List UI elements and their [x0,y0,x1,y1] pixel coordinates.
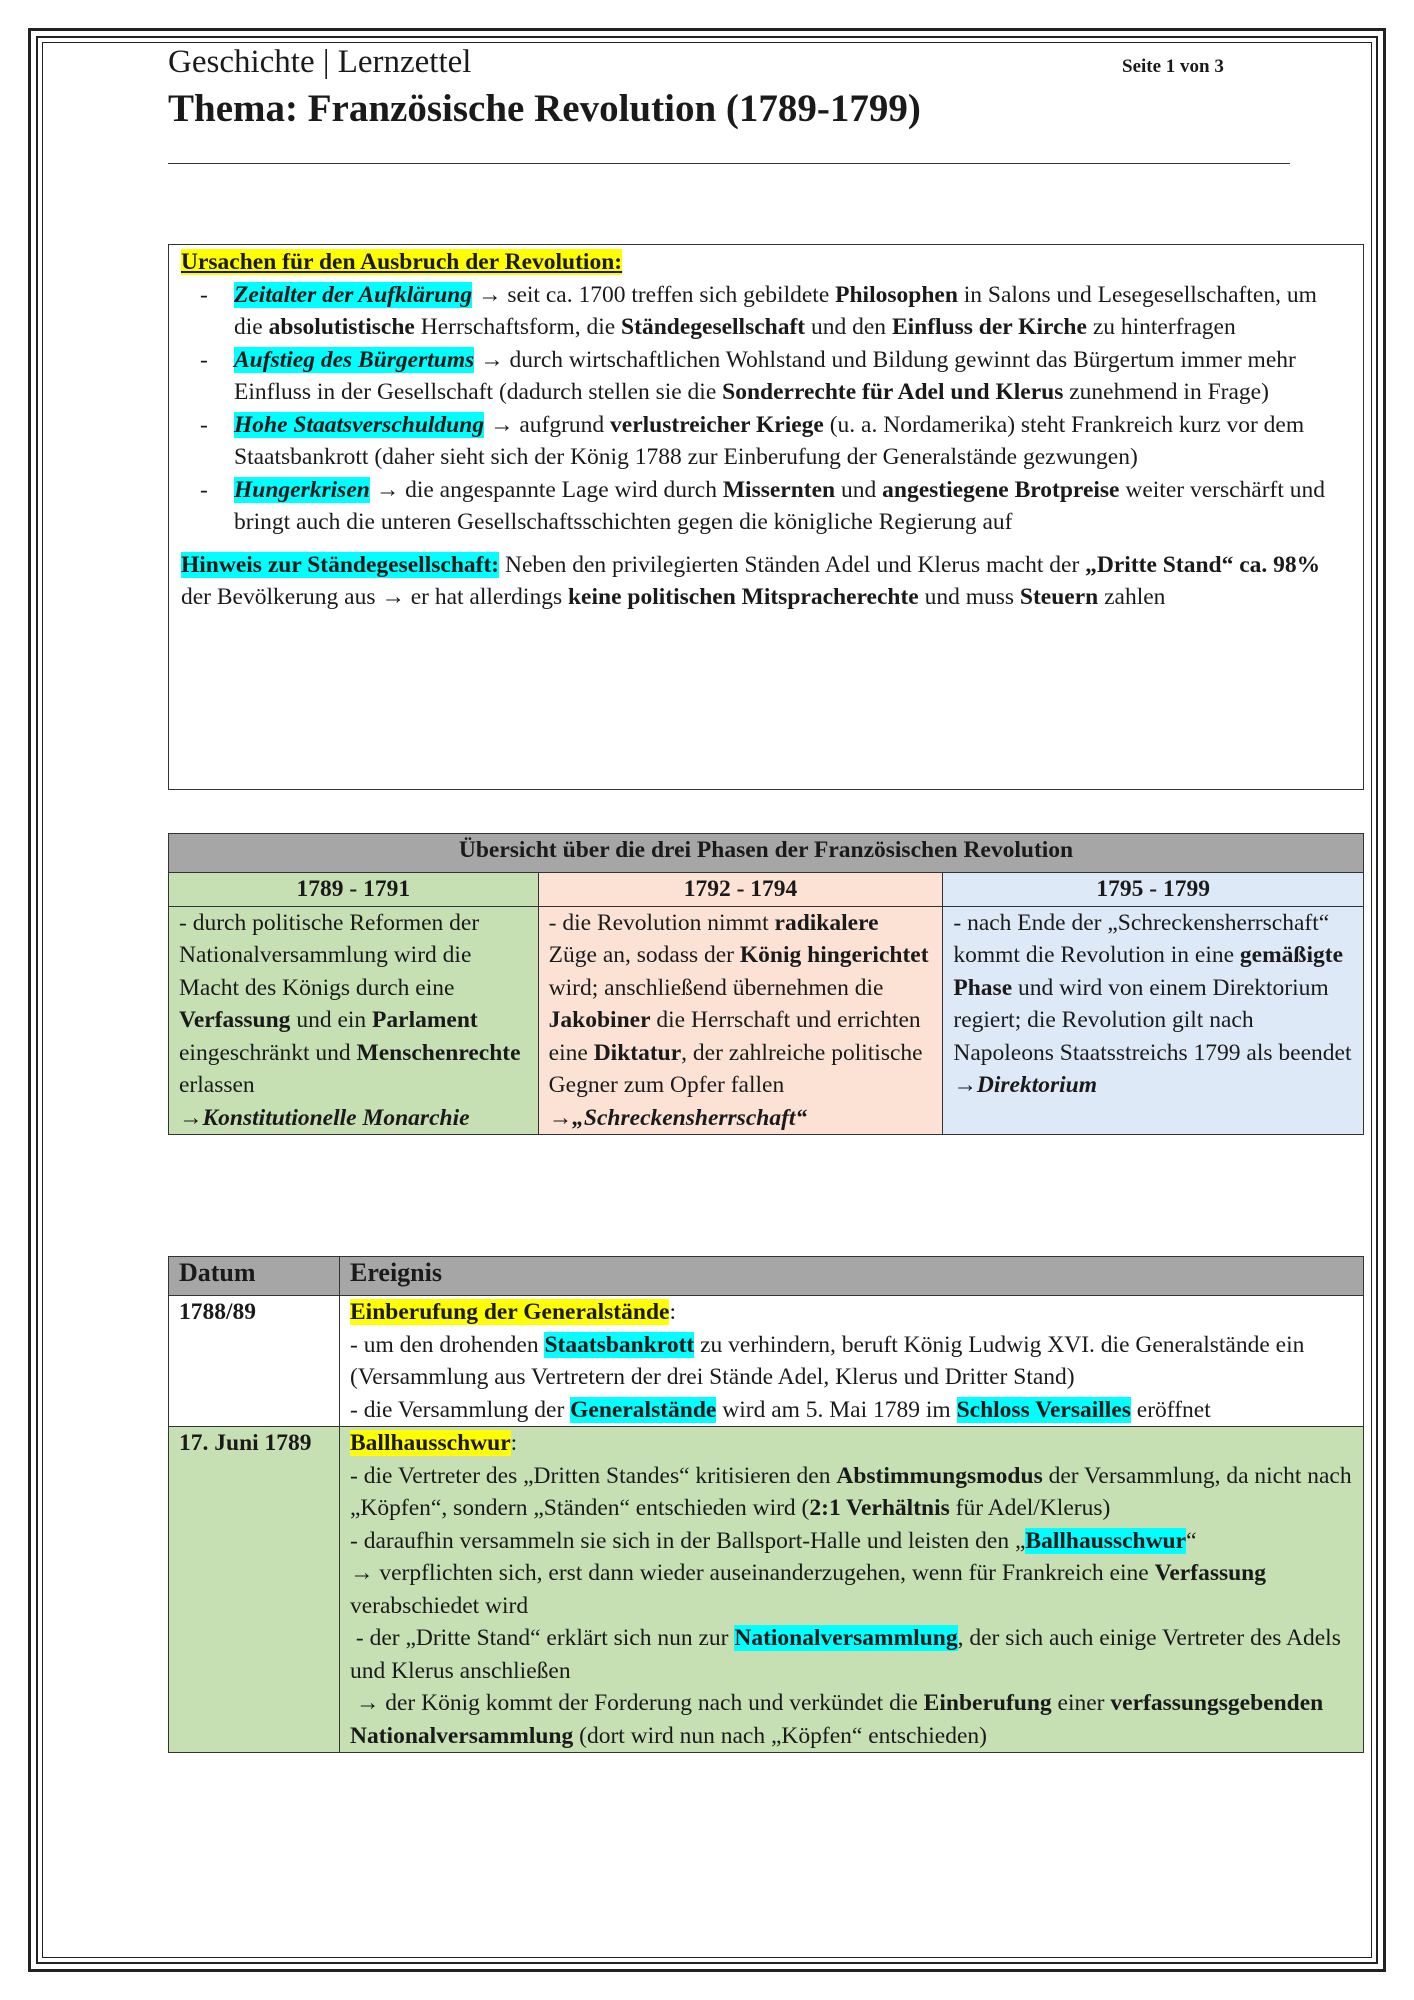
event-description [340,1427,1364,1753]
causes-box [168,244,1364,790]
table-row [169,1427,1364,1753]
phase-result-2: →„Schreckensherrschaft“ [548,1104,808,1131]
header-event: Ereignis [340,1257,1364,1296]
event-date: 1788/89 [169,1296,340,1427]
phase-description-3: - nach Ende der „Schreckensherrschaft“ kommt die Revolution in eine gemäßigte Phase und wird von einem Direktorium regiert; die Revolution gilt nach Napoleons Staatsstreichs 1799 als beendet →Direktorium [943,906,1364,1135]
event-description [340,1296,1364,1427]
phase-years-3: 1795 - 1799 [943,873,1364,907]
page-title: Thema: Französische Revolution (1789-1799) [168,87,921,130]
events-table [168,1256,1364,1753]
phases-table [168,833,1364,1135]
event-point: - der „Dritte Stand“ erklärt sich nun zur Nationalversammlung, der sich auch einige Vertreter des Adels und Klerus anschließen [350,1625,1347,1684]
event-point: - die Versammlung der Generalstände wird am 5. Mai 1789 im Schloss Versailles eröffnet [350,1396,1211,1423]
cause-item-enlightenment: - Zeitalter der Aufklärung → seit ca. 1700 treffen sich gebildete Philosophen in Salons und Lesegesellschaften, um die absolutistische Herrschaftsform, die Ständegesellschaft und den Einfluss der Kirche zu hinterfragen [200,281,1317,340]
subject-line: Geschichte | Lernzettel [168,44,472,80]
event-point: - die Vertreter des „Dritten Standes“ kritisieren den Abstimmungsmodus der Versammlung, da nicht nach „Köpfen“, sondern „Ständen“ entschieden wird (2:1 Verhältnis für Adel/Klerus) [350,1462,1352,1521]
phase-years-1: 1789 - 1791 [169,873,539,907]
event-point: → verpflichten sich, erst dann wieder auseinanderzugehen, wenn für Frankreich eine Verfassung verabschiedet wird [350,1560,1266,1619]
header-divider [168,163,1290,164]
phase-description-2: - die Revolution nimmt radikalere Züge an, sodass der König hingerichtet wird; anschließend übernehmen die Jakobiner die Herrschaft und errichten eine Diktatur, der zahlreiche politische Gegner zum Opfer fallen →„Schreckensherrschaft“ [538,906,943,1135]
event-title: Einberufung der Generalstände: [350,1299,676,1325]
page-number: Seite 1 von 3 [1122,56,1224,77]
event-point: → der König kommt der Forderung nach und verkündet die Einberufung einer verfassungsgebenden Nationalversammlung (dort wird nun nach „Köpfen“ entschieden) [350,1690,1330,1749]
event-point: - daraufhin versammeln sie sich in der Ballsport-Halle und leisten den „Ballhausschwur“ [350,1527,1197,1554]
causes-heading: Ursachen für den Ausbruch der Revolution: [181,249,623,275]
phase-years-2: 1792 - 1794 [538,873,943,907]
cause-item-bourgeoisie: - Aufstieg des Bürgertums → durch wirtschaftlichen Wohlstand und Bildung gewinnt das Bürgertum immer mehr Einfluss in der Gesellschaft (dadurch stellen sie die Sonderrechte für Adel und Klerus zunehmend in Frage) [200,346,1296,405]
event-date: 17. Juni 1789 [169,1427,340,1753]
estates-note: Hinweis zur Ständegesellschaft: Neben den privilegierten Ständen Adel und Klerus macht der „Dritte Stand“ ca. 98% der Bevölkerung aus → er hat allerdings keine politischen Mitspracherechte und muss Steuern zahlen [181,551,1321,610]
event-point: - um den drohenden Staatsbankrott zu verhindern, beruft König Ludwig XVI. die Generalstände ein (Versammlung aus Vertretern der drei Stände Adel, Klerus und Dritter Stand) [350,1331,1305,1390]
cause-item-debt: - Hohe Staatsverschuldung → aufgrund verlustreicher Kriege (u. a. Nordamerika) steht Frankreich kurz vor dem Staatsbankrott (daher sieht sich der König 1788 zur Einberufung der Generalstände gezwungen) [200,411,1305,470]
phase-description-1: - durch politische Reformen der Nationalversammlung wird die Macht des Königs durch eine Verfassung und ein Parlament eingeschränkt und Menschenrechte erlassen →Konstitutionelle Monarchie [169,906,539,1135]
table-row [169,1296,1364,1427]
phase-result-3: →Direktorium [953,1072,1098,1098]
event-title: Ballhausschwur: [350,1430,518,1456]
phase-result-1: →Konstitutionelle Monarchie [179,1104,470,1131]
cause-item-famine: - Hungerkrisen → die angespannte Lage wird durch Missernten und angestiegene Brotpreise weiter verschärft und bringt auch die unteren Gesellschaftsschichten gegen die königliche Regierung auf [200,476,1326,535]
causes-list [181,279,1351,539]
header-date: Datum [169,1257,340,1296]
phases-title: Übersicht über die drei Phasen der Französischen Revolution [169,834,1364,873]
